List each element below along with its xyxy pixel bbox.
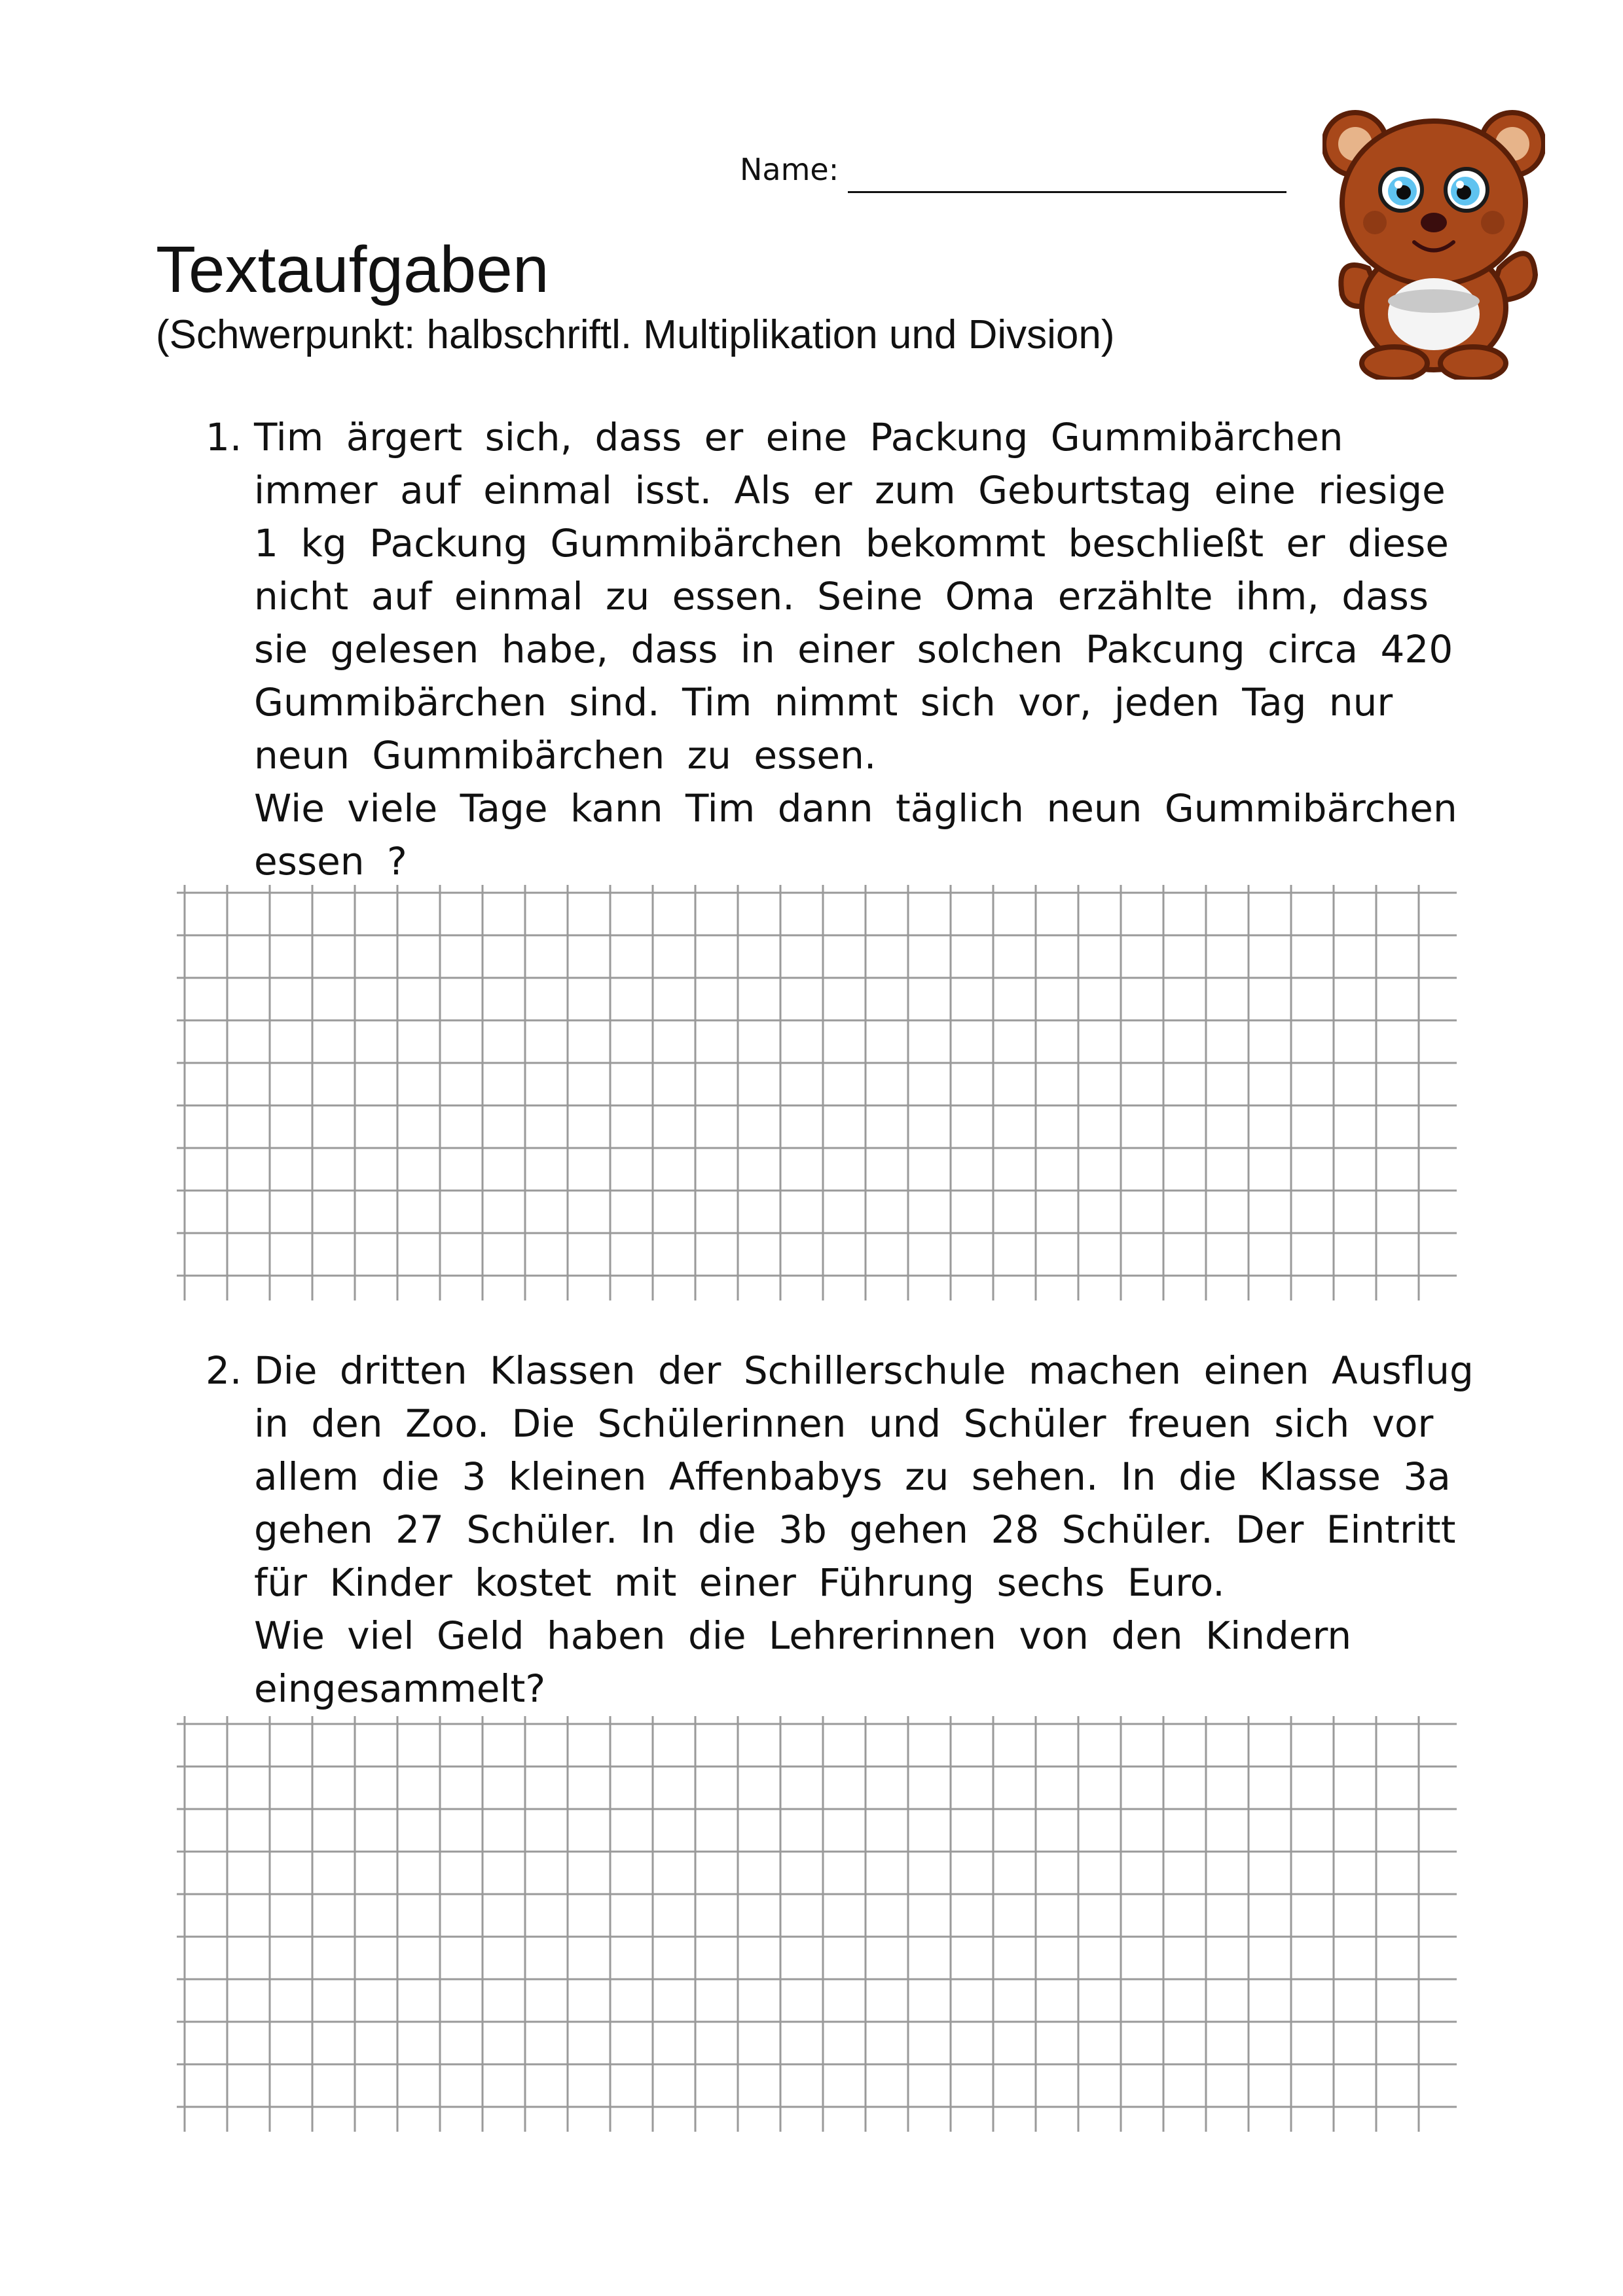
task-text: Tim ärgert sich, dass er eine Packung Gummibärchen immer auf einmal isst. Als er zum Geburtstag eine riesige 1 kg Packung Gummibärchen bekommt beschließt er diese nicht auf einmal zu essen. Seine Oma erzählte ihm, dass sie gelesen habe, dass in einer solchen Pakcung circa 420 Gummibärchen sind. Tim nimmt sich vor, jeden Tag nur neun Gummibärchen zu essen. xyxy=(254,415,1453,778)
teddy-bear-icon xyxy=(1322,105,1545,380)
answer-grid[interactable] xyxy=(177,885,1457,1300)
name-field-line[interactable] xyxy=(848,191,1286,193)
task-1 xyxy=(196,411,1480,888)
task-text: Die dritten Klassen der Schillerschule machen einen Ausflug in den Zoo. Die Schülerinnen und Schüler freuen sich vor allem die 3 kleinen Affenbabys zu sehen. In die Klasse 3a gehen 27 Schüler. In die 3b gehen 28 Schüler. Der Eintritt für Kinder kostet mit einer Führung sechs Euro. xyxy=(254,1348,1474,1605)
task-2 xyxy=(196,1344,1480,1715)
name-label: Name: xyxy=(740,152,839,187)
page-subtitle: (Schwerpunkt: halbschriftl. Multiplikation und Divsion) xyxy=(156,312,1115,357)
task-question: Wie viele Tage kann Tim dann täglich neun Gummibärchen essen ? xyxy=(254,786,1457,884)
task-question: Wie viel Geld haben die Lehrerinnen von den Kindern eingesammelt? xyxy=(254,1613,1352,1711)
answer-grid[interactable] xyxy=(177,1716,1457,2132)
task-number: 2. xyxy=(206,1348,242,1393)
page-title: Textaufgaben xyxy=(156,233,549,306)
name-row xyxy=(740,152,1290,198)
task-number: 1. xyxy=(206,415,242,459)
